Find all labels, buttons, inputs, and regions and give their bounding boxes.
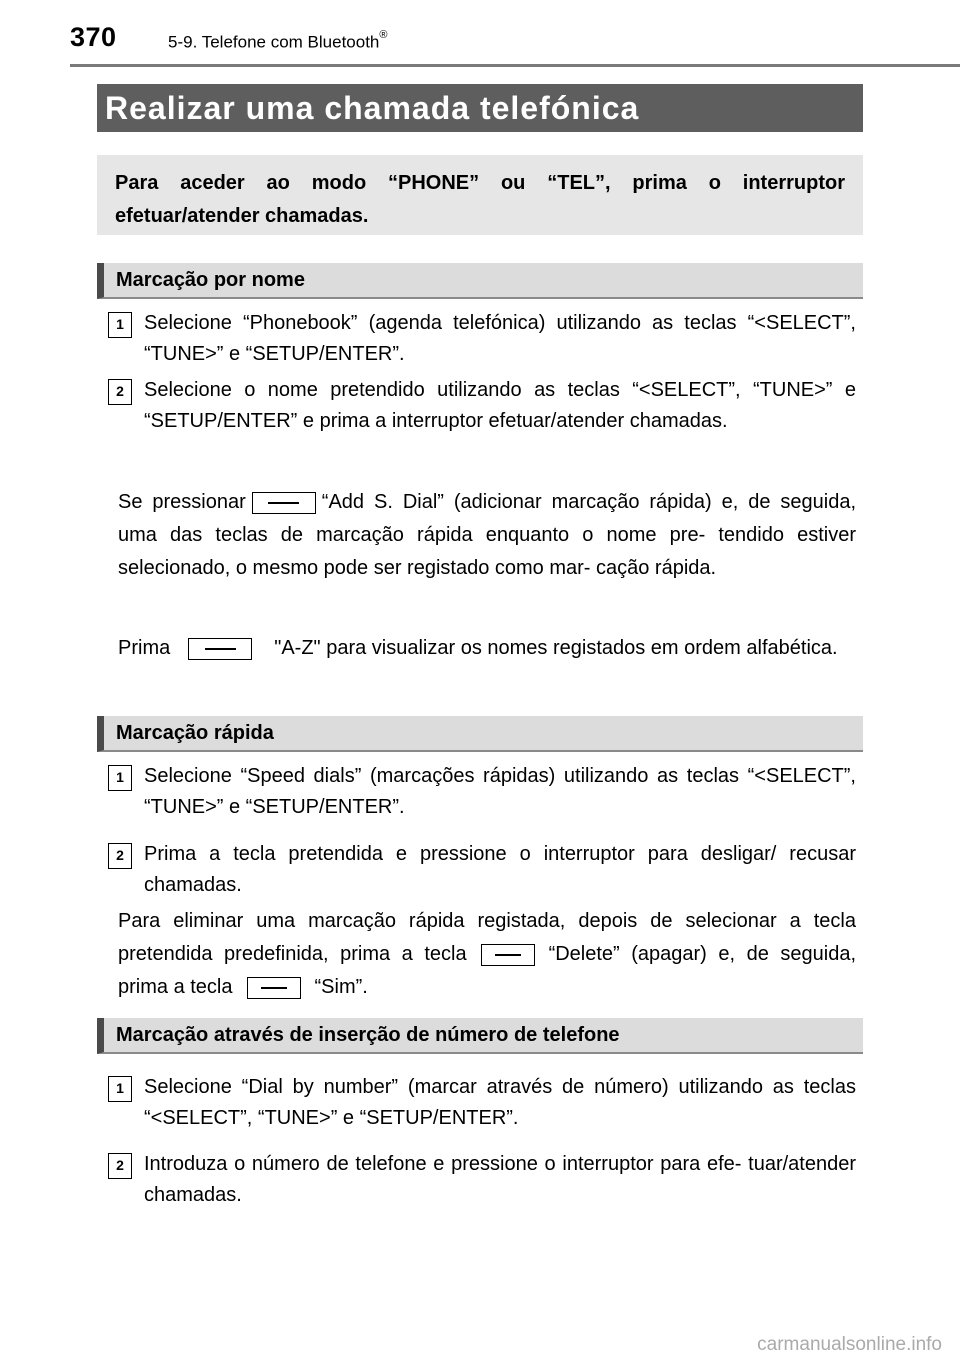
intro-box: Para aceder ao modo “PHONE” ou “TEL”, prima o interruptor efetuar/atender chamadas. <box>97 155 863 235</box>
note-text: "A-Z" para visualizar os nomes registados em ordem alfabética. <box>274 637 838 659</box>
note-text: Prima <box>118 637 171 659</box>
note-text: “Delete” (apagar) e, de seguida, prima a tecla <box>118 943 856 998</box>
note-text: “Add S. Dial” (adicionar marcação rápida) e, de seguida, uma das teclas de marcação rápida enquanto o nome pre- tendido estiver selecionado, o mesmo pode ser registado como mar- cação rápida. <box>118 491 857 579</box>
page-number: 370 <box>70 22 117 52</box>
soft-key-icon <box>188 638 252 660</box>
soft-key-icon <box>247 977 301 999</box>
header-rule <box>70 64 960 67</box>
step-number: 2 <box>108 379 132 405</box>
section-heading-number-dial: Marcação através de inserção de número de telefone <box>97 1018 863 1054</box>
soft-key-icon <box>252 492 316 514</box>
note-text: Para eliminar uma marcação rápida registada, depois de selecionar a tecla pretendida predefinida, prima a tecla <box>118 910 856 965</box>
watermark: carmanualsonline.info <box>757 1334 942 1355</box>
soft-key-icon <box>481 944 535 966</box>
step-text: Selecione “Phonebook” (agenda telefónica) utilizando as teclas “<SELECT”, “TUNE>” e “SETUP/ENTER”. <box>144 312 856 365</box>
section-heading-name-dial: Marcação por nome <box>97 263 863 299</box>
step-number: 1 <box>108 312 132 338</box>
note-add-speed-dial <box>118 486 856 585</box>
registered-mark: ® <box>379 29 388 41</box>
step-text: Selecione “Speed dials” (marcações rápidas) utilizando as teclas “<SELECT”, “TUNE>” e “SETUP/ENTER”. <box>144 765 856 818</box>
chapter-label: 5-9. Telefone com Bluetooth <box>168 32 380 52</box>
note-a-z <box>118 632 856 665</box>
step-text: Selecione “Dial by number” (marcar através de número) utilizando as teclas “<SELECT”, “TUNE>” e “SETUP/ENTER”. <box>144 1076 856 1129</box>
step-number: 2 <box>108 1153 132 1179</box>
step-text: Selecione o nome pretendido utilizando as teclas “<SELECT”, “TUNE>” e “SETUP/ENTER” e prima a interruptor efetuar/atender chamadas. <box>144 379 856 432</box>
step-text: Prima a tecla pretendida e pressione o interruptor para desligar/ recusar chamadas. <box>144 843 856 896</box>
step-text: Introduza o número de telefone e pressione o interruptor para efe- tuar/atender chamadas. <box>144 1153 856 1206</box>
note-delete-speed-dial <box>118 905 856 1004</box>
step-number: 1 <box>108 1076 132 1102</box>
page-title: Realizar uma chamada telefónica <box>97 84 863 132</box>
note-text: Se pressionar <box>118 491 246 513</box>
note-text: “Sim”. <box>314 976 368 998</box>
page-header <box>0 0 960 70</box>
section-heading-speed-dial: Marcação rápida <box>97 716 863 752</box>
step-number: 1 <box>108 765 132 791</box>
chapter-title <box>168 29 388 53</box>
step-number: 2 <box>108 843 132 869</box>
